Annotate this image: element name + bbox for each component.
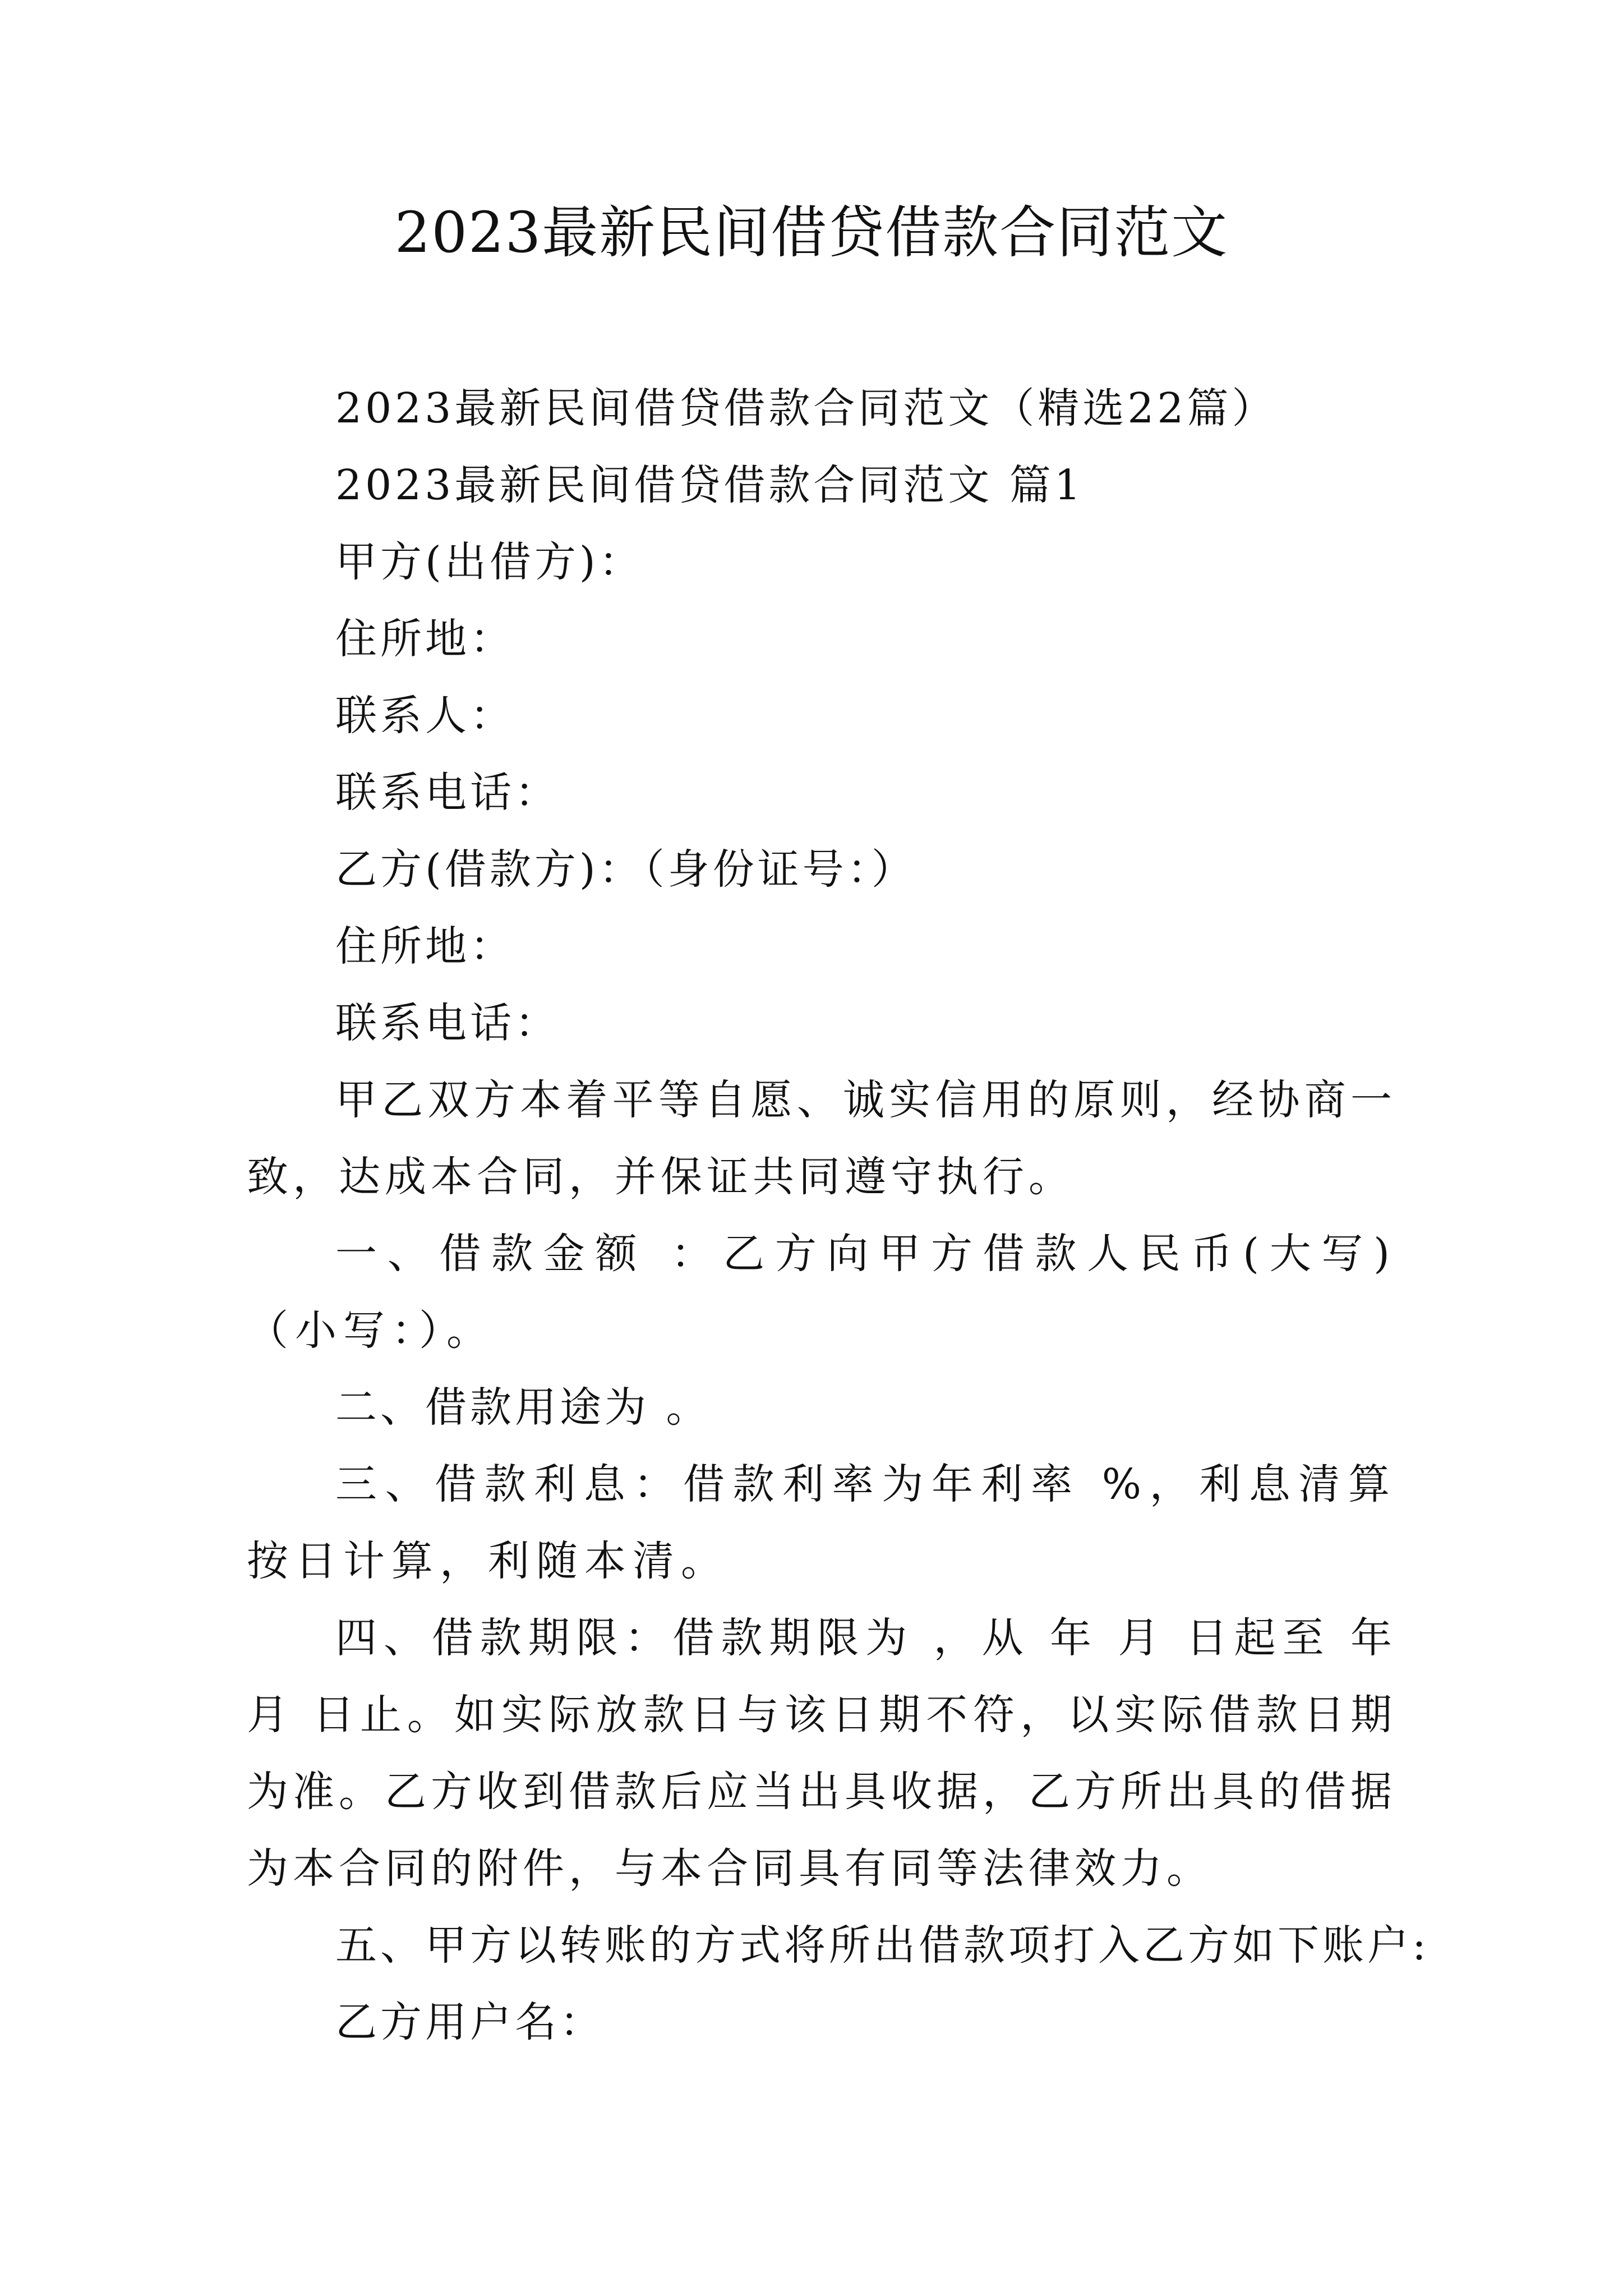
clause-4-paragraph: 四、借款期限：借款期限为 ，从 年 月 日起至 年 月 日止。如实际放款日与该日期不符，以实际借款日期为准。乙方收到借款后应当出具收据，乙方所出具的借据为本合同的附件，与本合同具有同等法律效力。 — [247, 1614, 1396, 1893]
document-body — [247, 370, 1430, 2061]
party-b-phone: 联系电话： — [335, 999, 560, 1047]
clause-3-paragraph: 三、借款利息：借款利率为年利率 %，利息清算按日计算，利随本清。 — [247, 1460, 1396, 1585]
clause-5-paragraph: 五、甲方以转账的方式将所出借款项打入乙方如下账户: — [335, 1921, 1430, 1970]
party-a-contact: 联系人： — [335, 692, 515, 740]
clause-2-paragraph: 二、借款用途为 。 — [335, 1383, 711, 1432]
document-title: 2023最新民间借贷借款合同范文 — [394, 200, 1229, 265]
preamble-paragraph: 甲乙双方本着平等自愿、诚实信用的原则，经协商一致，达成本合同，并保证共同遵守执行。 — [247, 1076, 1396, 1201]
party-b-label: 乙方(借款方)：（身份证号：） — [335, 845, 916, 894]
party-a-address: 住所地： — [335, 615, 515, 663]
subtitle: 2023最新民间借贷借款合同范文（精选22篇） — [335, 384, 1277, 432]
clause-1-paragraph: 一、借款金额 ：乙方向甲方借款人民币(大写)（小写：）。 — [247, 1230, 1396, 1355]
party-a-phone: 联系电话： — [335, 769, 560, 817]
party-a-label: 甲方(出借方)： — [335, 538, 644, 586]
party-b-address: 住所地： — [335, 922, 515, 970]
account-name-line: 乙方用户名： — [335, 1998, 605, 2046]
section-heading: 2023最新民间借贷借款合同范文 篇1 — [335, 461, 1084, 509]
